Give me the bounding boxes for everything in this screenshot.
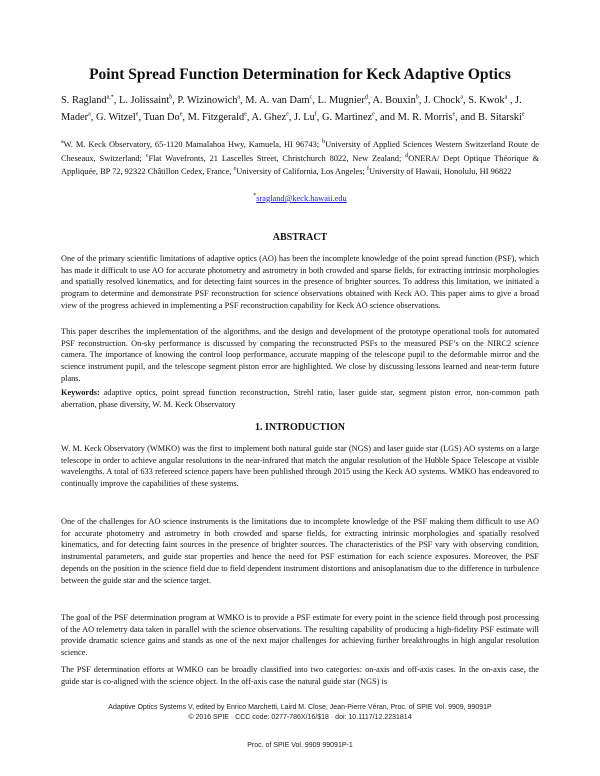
keywords: [61, 387, 539, 410]
introduction-paragraph-2: One of the challenges for AO science instruments is the limitations due to incomplete knowledge of the PSF making them difficult to use AO for accurate photometry and astrometry in both crowded and sparse fields, for extracting intrinsic morphologies and spatially resolved kinematics, and for detecting faint sources in the presence of brighter sources. The characteristics of the PSF vary with observing condition, instrumental parameters, and guide star properties and hence the need for PSF estimation for each science exposures. Moreover, the PSF depends on the position in the science field due to field dependent instrument distortions and anisoplanatism due to the difference in turbulence between the guide star and the science target.: [61, 517, 539, 585]
paper-title: Point Spread Function Determination for Keck Adaptive Optics: [89, 66, 511, 83]
publication-footer: [60, 703, 540, 723]
abstract-paragraph-2: This paper describes the implementation of the algorithms, and the design and development of the prototype operational tools for automated PSF reconstruction. On-sky performance is discussed by comparing the reconstructed PSFs to the measured PSF’s on the NIRC2 science camera. The importance of knowing the control loop performance, accurate mapping of the telescope pupil to the deformable mirror and the science instrument pupil, and the telescope segment piston error are highlighted. We close by discussing lessons learned and near-term future plans.: [61, 327, 539, 383]
email-link[interactable]: sragland@keck.hawaii.edu: [256, 194, 347, 203]
corresponding-email: [61, 194, 539, 203]
author-list: S. Ragland$^{a,*}$, L. Jolissaint$^b$, P. Wizinowich$^a$, M. A. van Dam$^c$, L. Mugnier$^d$, A. Bouxin$^b$, J. Chock$^a$, S. Kwok$^a$ , J. Mader$^a$, G. Witzel$^e$, Tuan Do$^e$, M. Fitzgerald$^e$, A. Ghez$^e$, J. Lu$^f$, G. Martinez$^e$, and M. R. Morris$^e$, and B. Sitarski$^e$: [61, 94, 525, 123]
page-number: Proc. of SPIE Vol. 9909 99091P-1: [247, 742, 353, 749]
introduction-paragraph-4: The PSF determination efforts at WMKO can be broadly classified into two categories: on-axis and off-axis cases. In the on-axis case, the guide star is co-aligned with the science object. In the off-axis case the natural guide star (NGS) is: [61, 665, 539, 686]
footer-line-2: © 2016 SPIE · CCC code: 0277-786X/16/$18 · doi: 10.1117/12.2231814: [188, 714, 412, 721]
footer-line-1: Adaptive Optics Systems V, edited by Enrico Marchetti, Laird M. Close, Jean-Pierre Véran, Proc. of SPIE Vol. 9909, 99091P: [108, 704, 492, 711]
keywords-label: Keywords:: [61, 388, 100, 397]
affiliations: $^a$W. M. Keck Observatory, 65-1120 Mamalahoa Hwy, Kamuela, HI 96743; $^b$University of Applied Sciences Western Switzerland Route de Cheseaux, Switzerland; $^c$Flat Wavefronts, 21 Lascelles Street, Christchurch 8022, New Zealand; $^d$ONERA/ Dept Optique Théorique & Appliquée, BP 72, 92322 Châtillon Cedex, France, $^e$University of California, Los Angeles; $^f$University of Hawaii, Honolulu, HI 96822: [61, 139, 539, 177]
email-marker: *: [253, 193, 257, 200]
introduction-heading: 1. INTRODUCTION: [254, 422, 345, 433]
abstract-heading: ABSTRACT: [272, 232, 328, 243]
keywords-text: adaptive optics, point spread function reconstruction, Strehl ratio, laser guide star, segment piston error, non-common path aberration, phase diversity, W. M. Keck Observatory: [61, 388, 539, 409]
introduction-paragraph-1: W. M. Keck Observatory (WMKO) was the first to implement both natural guide star (NGS) and laser guide star (LGS) AO systems on a large telescope in order to achieve angular resolutions in the near-infrared that match the angular resolution of the Hubble Space Telescope at visible wavelengths. A total of 633 refereed science papers have been published through 2015 using the Keck AO systems. WMKO has endeavored to continually improve the capabilities of these systems.: [61, 444, 539, 489]
introduction-paragraph-3: The goal of the PSF determination program at WMKO is to provide a PSF estimate for every point in the science field through post processing of the AO telemetry data taken in parallel with the science observations. The resulting capability of producing a high-fidelity PSF estimate will provide dramatic science gains and stands as one of the next major challenges for achieving further breakthroughs in high angular resolution science.: [61, 613, 539, 658]
abstract-paragraph-1: One of the primary scientific limitations of adaptive optics (AO) has been the incomplete knowledge of the point spread function (PSF), which has made it difficult to use AO for accurate photometry and astrometry in both crowded and sparse fields, for extracting intrinsic morphologies and spatially resolved kinematics, and for detecting faint sources in the presence of brighter sources. To address this limitation, we initiated a program to determine and demonstrate PSF reconstruction for science observations obtained with Keck AO. This paper aims to give a broad view of the progress achieved in implementing a PSF reconstruction capability for Keck AO science observations.: [61, 254, 539, 310]
